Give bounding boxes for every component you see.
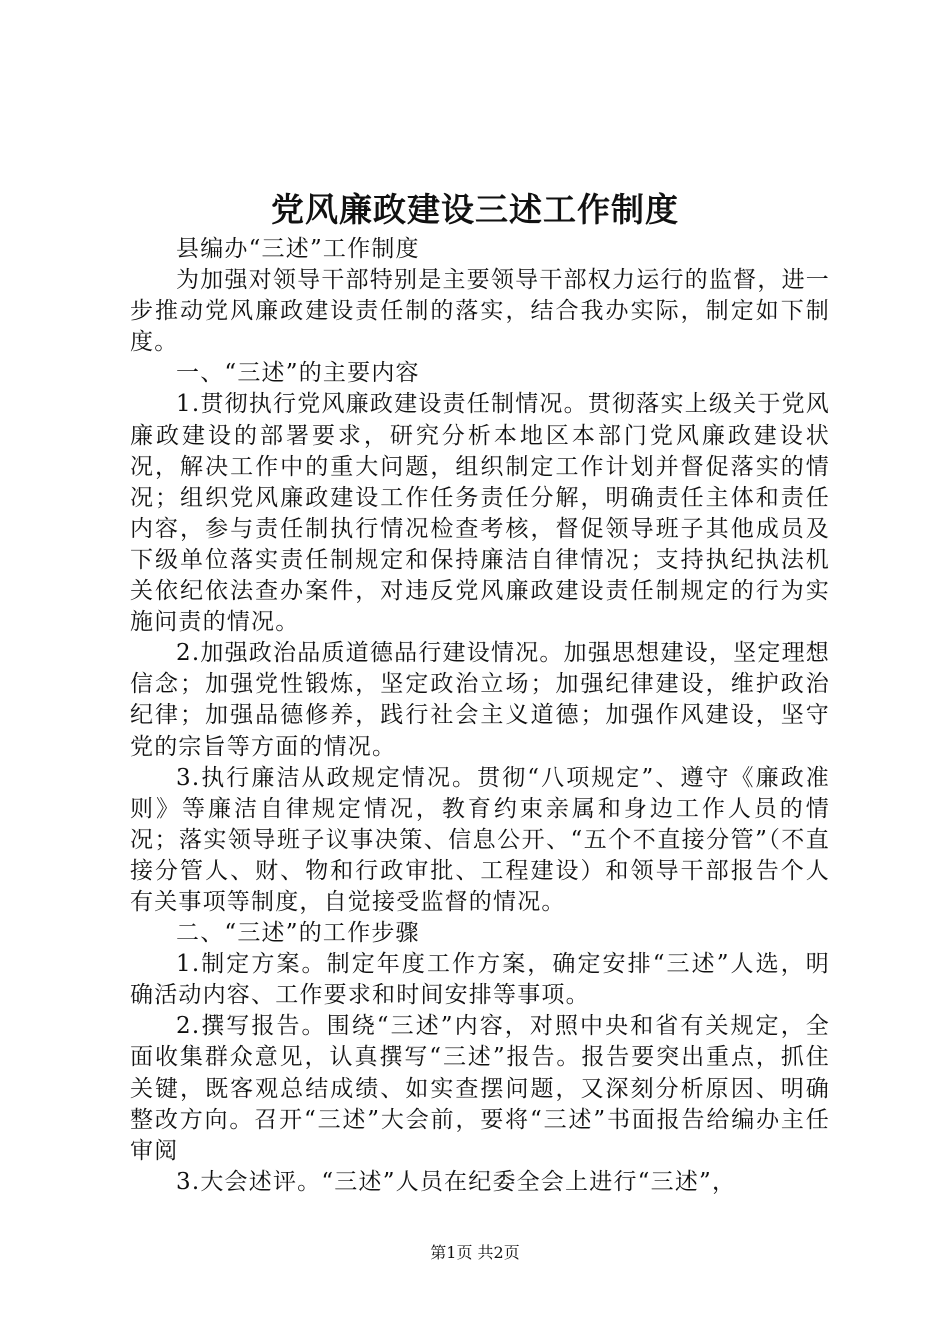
paragraph-subtitle: 县编办“三述”工作制度 bbox=[176, 236, 420, 262]
paragraph-item-2: 2.加强政治品质道德品行建设情况。加强思想建设，坚定理想信念；加强党性锻炼，坚定政治立场；加强纪律建设，维护政治纪律；加强品德修养，践行社会主义道德；加强作风建设，坚守党的宗旨等方面的情况。 bbox=[130, 640, 830, 760]
paragraph-step-1: 1.制定方案。制定年度工作方案，确定安排“三述”人选，明确活动内容、工作要求和时间安排等事项。 bbox=[130, 951, 830, 1009]
paragraph-step-3: 3.大会述评。“三述”人员在纪委全会上进行“三述”， bbox=[176, 1168, 737, 1195]
paragraph-item-1: 1.贯彻执行党风廉政建设责任制情况。贯彻落实上级关于党风廉政建设的部署要求，研究分析本地区本部门党风廉政建设状况，解决工作中的重大问题，组织制定工作计划并督促落实的情况；组织党风廉政建设工作任务责任分解，明确责任主体和责任内容，参与责任制执行情况检查考核，督促领导班子其他成员及下级单位落实责任制规定和保持廉洁自律情况；支持执纪执法机关依纪依法查办案件，对违反党风廉政建设责任制规定的行为实施问责的情况。 bbox=[130, 391, 830, 636]
page-number-footer: 第1页 共2页 bbox=[430, 1243, 520, 1262]
document-body bbox=[130, 234, 830, 1198]
section-heading-main-content: 一、“三述”的主要内容 bbox=[176, 360, 420, 387]
paragraph-intro: 为加强对领导干部特别是主要领导干部权力运行的监督，进一步推动党风廉政建设责任制的落实，结合我办实际，制定如下制度。 bbox=[130, 267, 830, 356]
document-title: 党风廉政建设三述工作制度 bbox=[271, 190, 679, 229]
paragraph-item-3: 3.执行廉洁从政规定情况。贯彻“八项规定”、遵守《廉政准则》等廉洁自律规定情况，教育约束亲属和身边工作人员的情况；落实领导班子议事决策、信息公开、“五个不直接分管”（不直接分管人、财、物和行政审批、工程建设）和领导干部报告个人有关事项等制度，自觉接受监督的情况。 bbox=[130, 764, 830, 915]
section-heading-work-steps: 二、“三述”的工作步骤 bbox=[176, 920, 420, 947]
paragraph-step-2: 2.撰写报告。围绕“三述”内容，对照中央和省有关规定，全面收集群众意见，认真撰写“三述”报告。报告要突出重点，抓住关键，既客观总结成绩、如实查摆问题，又深刻分析原因、明确整改方向。召开“三述”大会前，要将“三述”书面报告给编办主任审阅 bbox=[130, 1013, 830, 1164]
